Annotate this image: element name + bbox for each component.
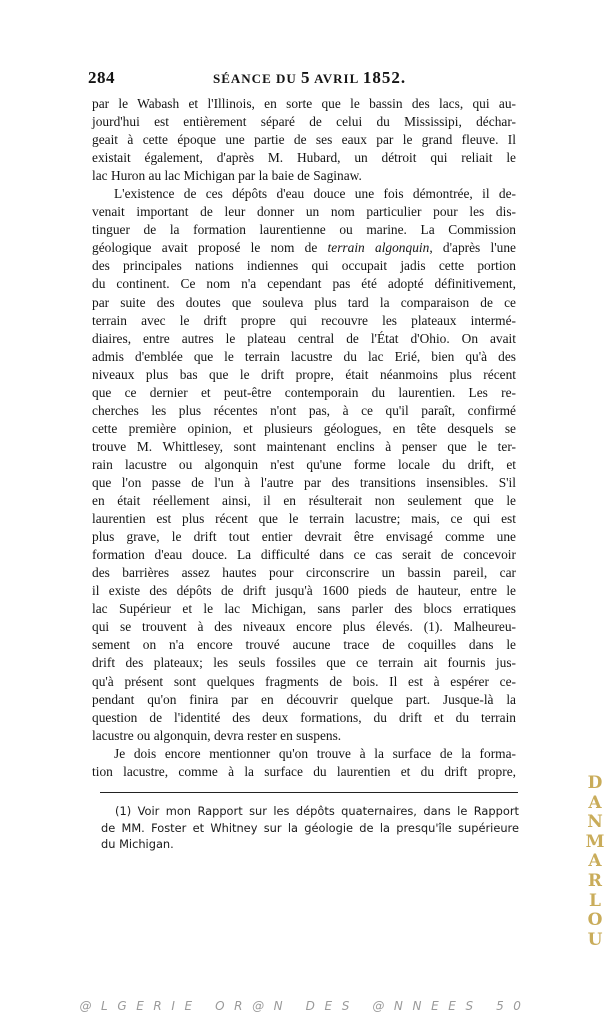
text-line: sement on n'a encore trouvé aucune trace de coquilles dans le	[92, 637, 516, 653]
text-line: geait à cette époque une partie de ses eaux par le grand fleuve. Il	[92, 132, 516, 148]
text-line: pendant qu'on finira par en découvrir quelque part. Jusque-là la	[92, 691, 516, 707]
footnote-line: de MM. Foster et Whitney sur la géologie de la presqu'île supérieure	[101, 820, 519, 835]
text-line: que l'on passe de l'un à l'autre par des transitions insensibles. S'il	[92, 474, 516, 490]
page-number: 284	[88, 68, 115, 87]
text-line: qu'à présent sont quelques fragments de bois. Il est à espérer ce-	[92, 673, 516, 689]
text-line: existait également, d'après M. Hubard, un détroit qui reliait le	[92, 150, 516, 166]
text-line: cherches les plus récentes n'ont pas, à ce qu'il paraît, confirmé	[92, 402, 516, 418]
footnote-separator	[100, 792, 518, 793]
text-line: question de l'identité des deux formations, du drift et du terrain	[92, 709, 516, 725]
text-line: drift des plateaux; les seuls fossiles que ce terrain ait fournis jus-	[92, 655, 516, 671]
footnote	[101, 803, 519, 853]
text-line: géologique avait proposé le nom de terrain algonquin, d'après l'une	[92, 240, 516, 256]
body-text	[92, 95, 516, 781]
text-line: jourd'hui est entièrement séparé de celui du Mississipi, déchar-	[92, 114, 516, 130]
text-line: admis d'emblée que le terrain lacustre du lac Erié, bien qu'à des	[92, 348, 516, 364]
text-line: qui se trouvent à des niveaux encore plus élevés. (1). Malheureu-	[92, 619, 516, 635]
text-line: lac Supérieur et le lac Michigan, sans parler des blocs erratiques	[92, 601, 516, 617]
text-line: Je dois encore mentionner qu'on trouve à la surface de la forma-	[114, 745, 516, 761]
text-line: il existe des dépôts de drift jusqu'à 1600 pieds de hauteur, entre le	[92, 583, 516, 599]
footnote-line: (1) Voir mon Rapport sur les dépôts quaternaires, dans le Rapport	[115, 804, 519, 818]
text-line: niveaux plus bas que le drift propre, était néanmoins plus récent	[92, 366, 516, 382]
text-line: formation d'eau douce. La difficulté dans ce cas serait de concevoir	[92, 547, 516, 563]
footer-watermark: @LGERIE OR@N DES @NNEES 50	[79, 999, 531, 1013]
text-line: trouve M. Whittlesey, sont maintenant enclins à penser que le ter-	[92, 438, 516, 454]
header-session: SÉANCE DU	[213, 71, 297, 86]
text-line: des principales nations indiennes qui occupait jadis cette portion	[92, 258, 516, 274]
text-line: cette première opinion, et plusieurs géologues, en tête desquels se	[92, 420, 516, 436]
text-line: des barrières assez hautes pour circonscrire un bassin pareil, car	[92, 565, 516, 581]
text-line: lac Huron au lac Michigan par la baie de Saginaw.	[92, 168, 362, 184]
running-header	[88, 68, 518, 90]
text-line: diaires, entre autres le plateau central de l'État d'Ohio. On avait	[92, 330, 516, 346]
header-day: 5	[301, 68, 311, 87]
vertical-watermark: DANMARLOU	[585, 773, 605, 950]
text-line: venait important de leur donner un nom particulier pour les dis-	[92, 204, 516, 220]
text-line: tinguer de la formation laurentienne ou marine. La Commission	[92, 222, 516, 238]
header-title	[213, 68, 406, 88]
footnote-line: du Michigan.	[101, 837, 174, 852]
text-line: terrain avec le drift propre qui recouvre les plateaux intermé-	[92, 312, 516, 328]
text-line: laurentien est plus récent que le terrain lacustre; mais, ce qui est	[92, 511, 516, 527]
text-line: du continent. Ce nom n'a cependant pas été adopté définitivement,	[92, 276, 516, 292]
text-line: tion lacustre, comme à la surface du laurentien et du drift propre,	[92, 763, 516, 779]
header-year: 1852.	[362, 68, 407, 87]
text-line: L'existence de ces dépôts d'eau douce une fois démontrée, il de-	[114, 186, 516, 202]
text-line: rain lacustre ou algonquin n'est qu'une forme locale du drift, et	[92, 456, 516, 472]
text-line: lacustre ou algonquin, devra rester en suspens.	[92, 727, 342, 743]
text-line: par suite des doutes que souleva plus tard la comparaison de ce	[92, 294, 516, 310]
text-line: plus grave, le drift tout entier devrait être envisagé comme une	[92, 529, 516, 545]
text-line: que ce dernier et peut-être contemporain du laurentien. Les re-	[92, 384, 516, 400]
text-line: par le Wabash et l'Illinois, en sorte que le bassin des lacs, qui au-	[92, 96, 516, 111]
text-line: en était réellement ainsi, il en résulterait non seulement que le	[92, 493, 516, 509]
header-month: AVRIL	[314, 71, 359, 86]
